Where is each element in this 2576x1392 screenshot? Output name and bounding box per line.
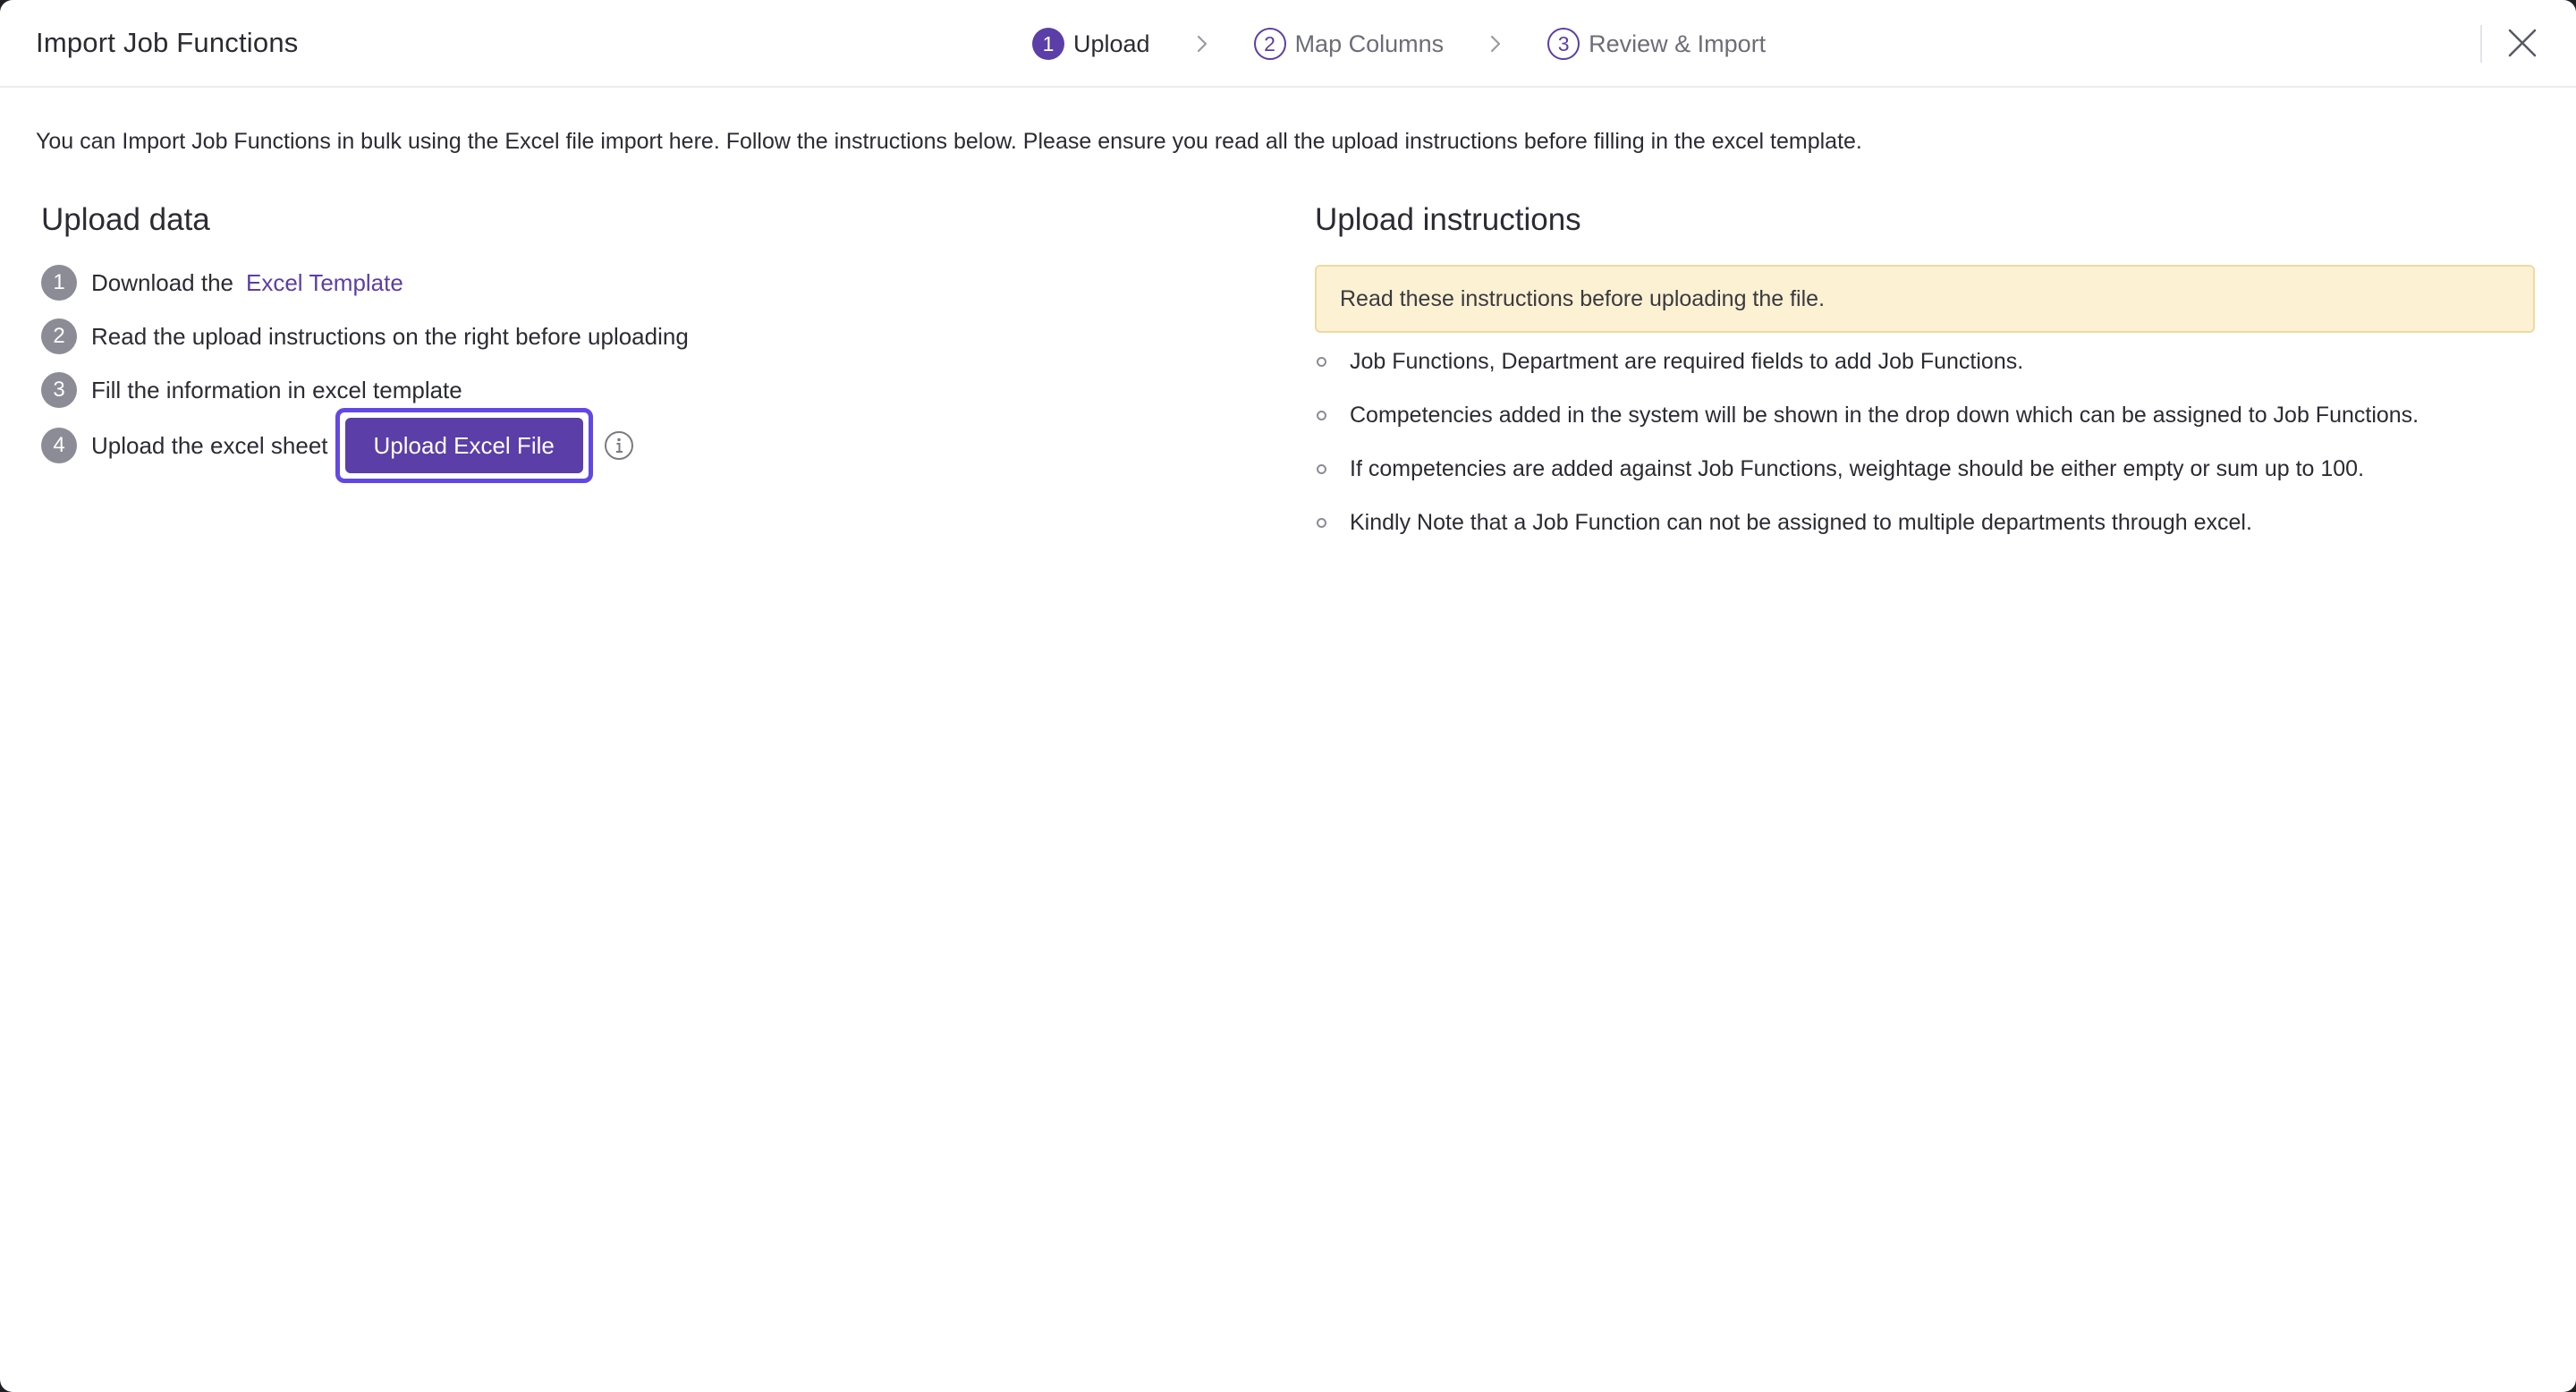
step-badge: 4	[41, 428, 77, 463]
list-item	[1315, 456, 2364, 482]
upload-data-section	[41, 202, 1204, 459]
step-label: Upload	[1073, 30, 1150, 57]
step-number: 1	[1032, 28, 1064, 60]
upload-step-1	[41, 265, 403, 301]
instruction-text: If competencies are added against Job Functions, weightage should be either empty or sum up to 100.	[1350, 456, 2365, 481]
step-text: Fill the information in excel template	[91, 376, 462, 403]
list-item	[1315, 349, 2023, 375]
step-number: 3	[1547, 28, 1580, 60]
step-text: Read the upload instructions on the right before uploading	[91, 322, 689, 350]
upload-step-2	[41, 318, 689, 354]
bullet-icon	[1317, 411, 1326, 420]
step-text: Upload the excel sheet	[91, 431, 328, 459]
import-stepper	[1032, 25, 1766, 63]
step-review-import[interactable]	[1547, 28, 1766, 60]
upload-button-highlight	[335, 408, 593, 483]
upload-data-title: Upload data	[41, 202, 210, 237]
instruction-text: Competencies added in the system will be shown in the drop down which can be assigned to Job Functions.	[1350, 403, 2419, 428]
step-map-columns[interactable]	[1254, 28, 1445, 60]
list-item	[1315, 510, 2252, 536]
upload-step-3	[41, 372, 462, 408]
bullet-icon	[1317, 464, 1326, 474]
upload-step-4	[41, 408, 634, 483]
step-label: Review & Import	[1589, 30, 1767, 57]
close-icon	[2507, 28, 2538, 58]
upload-instructions-title: Upload instructions	[1315, 202, 1581, 237]
instructions-notice: Read these instructions before uploading the file.	[1315, 265, 2535, 333]
modal-title: Import Job Functions	[36, 27, 299, 58]
excel-template-link[interactable]: Excel Template	[246, 268, 403, 296]
step-text: Download the	[91, 268, 233, 296]
bullet-icon	[1317, 518, 1326, 528]
close-button[interactable]	[2504, 25, 2540, 61]
chevron-right-icon	[1188, 35, 1216, 53]
step-number: 2	[1254, 28, 1286, 60]
bullet-icon	[1317, 357, 1326, 367]
step-badge: 1	[41, 265, 77, 301]
instruction-text: Job Functions, Department are required fields to add Job Functions.	[1350, 349, 2024, 374]
instruction-text: Kindly Note that a Job Function can not be assigned to multiple departments through excel.	[1350, 510, 2252, 535]
header-divider	[2480, 25, 2482, 63]
upload-excel-file-button[interactable]: Upload Excel File	[345, 418, 583, 473]
modal-header	[0, 0, 2576, 88]
step-badge: 3	[41, 372, 77, 408]
info-icon[interactable]	[604, 430, 634, 461]
chevron-right-icon	[1481, 35, 1510, 53]
step-upload[interactable]	[1032, 28, 1150, 60]
list-item	[1315, 403, 2419, 429]
upload-instructions-section	[1315, 202, 2535, 535]
intro-text: You can Import Job Functions in bulk using the Excel file import here. Follow the instructions below. Please ensure you read all the upload instructions before filling in the excel template.	[36, 129, 1862, 154]
step-badge: 2	[41, 318, 77, 354]
step-label: Map Columns	[1294, 30, 1445, 57]
